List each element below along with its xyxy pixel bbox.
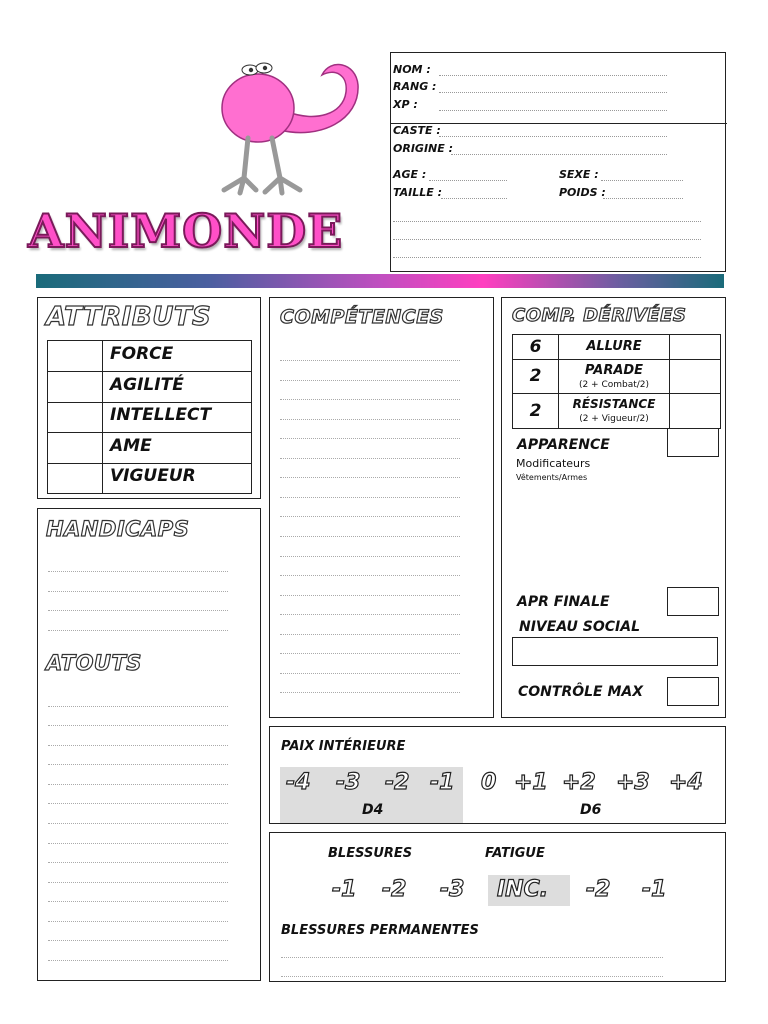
header-gradient-bar <box>36 274 724 288</box>
competence-line[interactable] <box>280 360 460 361</box>
attributs-panel <box>37 297 261 499</box>
derivee-formula: (2 + Vigueur/2) <box>579 414 649 424</box>
handicap-line[interactable] <box>48 591 228 592</box>
competence-line[interactable] <box>280 556 460 557</box>
blessures-label: BLESSURES <box>328 846 413 861</box>
atout-line[interactable] <box>48 862 228 863</box>
apparence-label: APPARENCE <box>517 437 610 453</box>
controle-max-label: CONTRÔLE MAX <box>518 684 644 700</box>
apr-finale-label: APR FINALE <box>517 594 610 610</box>
handicap-line[interactable] <box>48 571 228 572</box>
attr-name: AGILITÉ <box>110 375 184 395</box>
origine-field[interactable] <box>451 154 667 155</box>
paix-value[interactable]: -3 <box>336 770 361 795</box>
attr-value-box[interactable] <box>48 341 103 371</box>
derivee-value: 2 <box>513 360 559 393</box>
competence-line[interactable] <box>280 536 460 537</box>
derivee-value: 6 <box>513 335 559 359</box>
niveau-social-label: NIVEAU SOCIAL <box>519 619 640 635</box>
competence-line[interactable] <box>280 575 460 576</box>
atout-line[interactable] <box>48 960 228 961</box>
paix-value[interactable]: +2 <box>562 770 596 795</box>
attr-row-intellect <box>48 402 252 433</box>
competence-line[interactable] <box>280 497 460 498</box>
derivee-input-box[interactable] <box>669 394 721 428</box>
blessure-level[interactable]: -2 <box>382 877 407 902</box>
paix-value[interactable]: +1 <box>514 770 548 795</box>
atout-line[interactable] <box>48 803 228 804</box>
attr-row-vigueur <box>48 463 252 494</box>
taille-field[interactable] <box>441 198 507 199</box>
handicaps-atouts-panel <box>37 508 261 981</box>
attr-row-ame <box>48 433 252 464</box>
attr-value-box[interactable] <box>48 372 103 402</box>
identity-box <box>390 52 726 272</box>
atouts-title: ATOUTS <box>46 651 142 675</box>
mascot-illustration <box>210 50 370 205</box>
attr-value-box[interactable] <box>48 463 103 493</box>
blessures-permanentes-label: BLESSURES PERMANENTES <box>281 923 479 938</box>
attr-row-agilite <box>48 372 252 403</box>
blessure-level[interactable]: -3 <box>440 877 465 902</box>
paix-value[interactable]: -4 <box>286 770 311 795</box>
paix-d6-label: D6 <box>580 802 602 818</box>
competence-line[interactable] <box>280 516 460 517</box>
atout-line[interactable] <box>48 823 228 824</box>
paix-value[interactable]: -2 <box>385 770 410 795</box>
competence-line[interactable] <box>280 634 460 635</box>
niveau-social-box[interactable] <box>512 637 718 666</box>
competence-line[interactable] <box>280 399 460 400</box>
derivee-row-parade <box>513 360 721 394</box>
derivees-panel <box>501 297 726 718</box>
attr-name: FORCE <box>110 344 174 364</box>
blessure-permanente-line[interactable] <box>281 976 663 977</box>
competence-line[interactable] <box>280 458 460 459</box>
poids-label: POIDS : <box>559 186 606 199</box>
paix-title: PAIX INTÉRIEURE <box>281 739 406 754</box>
age-field[interactable] <box>429 180 507 181</box>
atout-line[interactable] <box>48 921 228 922</box>
blessure-level[interactable]: -1 <box>332 877 357 902</box>
paix-value[interactable]: +4 <box>669 770 703 795</box>
fatigue-level[interactable]: -1 <box>642 877 667 902</box>
notes-line[interactable] <box>393 221 701 222</box>
logo-title: ANIMONDE <box>28 204 344 258</box>
apparence-box[interactable] <box>667 428 719 457</box>
rang-field[interactable] <box>439 92 667 93</box>
age-label: AGE : <box>393 168 427 181</box>
competence-line[interactable] <box>280 419 460 420</box>
nom-label: NOM : <box>393 63 431 76</box>
competences-panel <box>269 297 494 718</box>
atout-line[interactable] <box>48 745 228 746</box>
notes-line[interactable] <box>393 239 701 240</box>
derivee-row-allure <box>513 335 721 360</box>
handicaps-title: HANDICAPS <box>46 517 190 541</box>
atout-line[interactable] <box>48 784 228 785</box>
xp-label: XP : <box>393 98 418 111</box>
paix-interieure-panel <box>269 726 726 824</box>
derivee-row-resistance <box>513 394 721 429</box>
derivee-name: RÉSISTANCE <box>572 397 656 411</box>
competence-line[interactable] <box>280 595 460 596</box>
attr-value-box[interactable] <box>48 433 103 463</box>
rang-label: RANG : <box>393 80 437 93</box>
attr-name: AME <box>110 436 152 456</box>
taille-label: TAILLE : <box>393 186 443 199</box>
atout-line[interactable] <box>48 764 228 765</box>
atout-line[interactable] <box>48 882 228 883</box>
modificateurs-label: Modificateurs <box>516 457 591 470</box>
atout-line[interactable] <box>48 901 228 902</box>
derivee-name: PARADE <box>584 363 644 378</box>
derivee-name: ALLURE <box>586 339 642 354</box>
competence-line[interactable] <box>280 614 460 615</box>
controle-max-box[interactable] <box>667 677 719 706</box>
sexe-label: SEXE : <box>559 168 599 181</box>
atout-line[interactable] <box>48 706 228 707</box>
competence-line[interactable] <box>280 380 460 381</box>
derivees-title: COMP. DÉRIVÉES <box>512 305 687 326</box>
atout-line[interactable] <box>48 940 228 941</box>
attr-name: VIGUEUR <box>110 466 196 486</box>
caste-label: CASTE : <box>393 124 441 137</box>
paix-value[interactable]: 0 <box>481 770 497 795</box>
notes-line[interactable] <box>393 257 701 258</box>
derivee-formula: (2 + Combat/2) <box>578 380 650 390</box>
attr-value-box[interactable] <box>48 402 103 432</box>
atout-line[interactable] <box>48 725 228 726</box>
nom-field[interactable] <box>439 75 667 76</box>
blessures-panel <box>269 832 726 982</box>
vetements-label: Vêtements/Armes <box>516 473 588 482</box>
xp-field[interactable] <box>439 110 667 111</box>
incapacite-level[interactable]: INC. <box>497 877 549 902</box>
sexe-field[interactable] <box>601 180 683 181</box>
derivee-input-box[interactable] <box>669 335 721 359</box>
derivee-input-box[interactable] <box>669 360 721 393</box>
competence-line[interactable] <box>280 477 460 478</box>
paix-value[interactable]: +3 <box>616 770 650 795</box>
attributs-title: ATTRIBUTS <box>46 302 212 332</box>
competences-title: COMPÉTENCES <box>280 306 444 328</box>
caste-field[interactable] <box>439 136 667 137</box>
handicap-line[interactable] <box>48 610 228 611</box>
blessure-permanente-line[interactable] <box>281 957 663 958</box>
competence-line[interactable] <box>280 653 460 654</box>
fatigue-level[interactable]: -2 <box>586 877 611 902</box>
paix-value[interactable]: -1 <box>430 770 455 795</box>
poids-field[interactable] <box>603 198 683 199</box>
derivee-value: 2 <box>513 394 559 428</box>
atout-line[interactable] <box>48 843 228 844</box>
attr-name: INTELLECT <box>110 405 212 425</box>
fatigue-label: FATIGUE <box>485 846 545 861</box>
attr-row-force <box>48 341 252 372</box>
paix-d4-label: D4 <box>362 802 384 818</box>
derivees-table <box>512 334 721 429</box>
handicap-line[interactable] <box>48 630 228 631</box>
competence-line[interactable] <box>280 692 460 693</box>
apr-finale-box[interactable] <box>667 587 719 616</box>
origine-label: ORIGINE : <box>393 142 453 155</box>
attributs-table <box>47 340 252 494</box>
competence-line[interactable] <box>280 438 460 439</box>
competence-line[interactable] <box>280 673 460 674</box>
